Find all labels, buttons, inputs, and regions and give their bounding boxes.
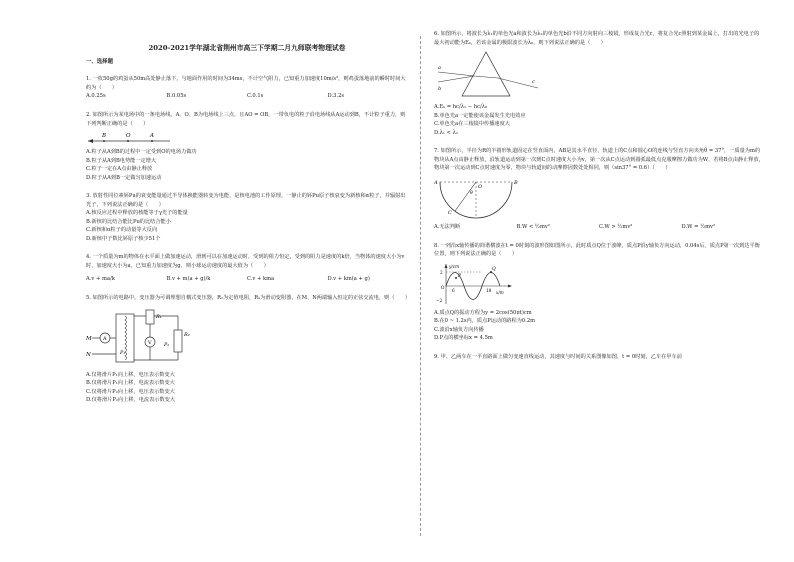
- option-a[interactable]: A.仅将滑片P₁向上移，电压表示数变大: [86, 371, 175, 378]
- column-divider: [420, 36, 421, 536]
- question-3: [86, 192, 408, 243]
- label-b: B: [102, 133, 107, 139]
- option-b[interactable]: B.0.05s: [166, 93, 187, 99]
- label-x-6: 6: [452, 287, 455, 293]
- option-d[interactable]: D.仅将滑片P₂向上移，电流表示数变大: [86, 397, 176, 403]
- option-c[interactable]: C.波沿x轴负方向传播: [434, 326, 484, 333]
- option-b[interactable]: B.新核的比结合能比Pu的比结合能小: [86, 218, 171, 225]
- label-r1: R₁: [156, 313, 162, 320]
- label-c: C: [448, 209, 452, 216]
- options-row: [434, 223, 764, 232]
- label-ammeter: A: [103, 335, 107, 342]
- wave-graph-figure: [434, 262, 514, 306]
- label-theta: θ: [470, 190, 473, 196]
- option-a[interactable]: A.无法判断: [434, 223, 461, 230]
- prism-figure: [434, 50, 544, 100]
- coil-icon: [125, 316, 127, 360]
- label-b: B: [514, 179, 518, 186]
- transformer-circuit-figure: [86, 306, 196, 368]
- question-stem: 4. 一个质量为m的物体在水平面上做加速运动，滑到可以在加速运动时，受到的阻力恒定，受到的阻力是速度的k倍，当物体的速度大小为v时，加速度大小为a，已知重力加速度为g，则小球运动速度的最大值为（ ）: [86, 254, 405, 269]
- option-b[interactable]: B.单色光a一定能使该金属发生光电效应: [434, 112, 526, 119]
- electric-field-line-figure: [86, 131, 176, 145]
- question-stem: 9. 甲、乙两车在一平直路面上做匀变速直线运动，其速度与时间的关系图像如图，t = 0时刻，乙车在甲车前: [434, 353, 682, 360]
- option-d[interactable]: D.W = ½mv²: [681, 223, 716, 230]
- question-stem: 2. 如图所示为某电场中的一条电场线，A、O、B为电场线上三点，且AO = OB，一带负电的粒子沿电场线从A运动到B，不计粒子重力，则下列判断正确的是（ ）: [86, 112, 406, 127]
- option-a[interactable]: A.粒子从A到B的过程中一定受到O的电场力做功: [86, 149, 197, 155]
- question-stem: 1. 一枚50g的鸡蛋从50m高处静止落下，与地面作用的时间为34ms，不计空气阻力，已知重力加速度10m/s²，则鸡蛋落地前的瞬时时间大约为（ ）: [86, 76, 406, 91]
- left-column: [86, 30, 411, 405]
- option-c[interactable]: C.单色光a在三棱镜中传播速度大: [434, 121, 510, 127]
- option-b[interactable]: B.v + m(a + g)/k: [166, 276, 211, 282]
- option-b[interactable]: B.W < ½mv²: [516, 223, 550, 230]
- options-row: [86, 275, 408, 284]
- question-5: [86, 294, 411, 405]
- label-a: a: [438, 65, 441, 71]
- label-n: N: [86, 351, 91, 358]
- question-stem: 6. 如图所示，将波长为λ₁的单色光a和波长为λ₂的单色光b沿不同方向射向三棱镜，形成复合光c，将复合光c照射到某金属上，打出的光电子的最大初动能为Eₖ，若该金属的极限波长为λ₀，则下列说法正确的是（ ）: [434, 31, 760, 46]
- option-c[interactable]: C.v + kma: [247, 276, 275, 282]
- y-arrow-icon: [445, 264, 448, 268]
- question-8: [434, 242, 764, 343]
- option-c[interactable]: C.粒子一定在A点由静止释放: [86, 166, 153, 172]
- rheostat-r2-icon: [174, 330, 182, 352]
- option-d[interactable]: D.P点的横坐标x = 4.5m: [434, 335, 493, 341]
- point-o: [127, 140, 129, 142]
- question-stem: 3. 放射性同位素钚Pu的衰变能量通过半导体换能器转变为电能，是核电池的工作原理。一静止的钚Pu原子核衰变为新核和α粒子，并辐射出光子，下列说法正确的是（ ）: [86, 193, 406, 208]
- option-d[interactable]: D.粒子从A到B一定做匀加速运动: [86, 174, 162, 181]
- option-c[interactable]: C.W > ½mv²: [599, 223, 633, 230]
- prism-icon: [462, 52, 510, 96]
- label-voltmeter: V: [148, 339, 152, 346]
- options-row: [86, 92, 408, 101]
- option-c[interactable]: C.仅将滑片P₂向上移，电压表示数变大: [86, 388, 175, 395]
- option-a[interactable]: A.核反应过程中释放的核能等于γ光子的能量: [86, 210, 188, 216]
- option-d[interactable]: D.λ₁ < λ₂: [434, 129, 459, 136]
- option-d[interactable]: D.3.2s: [327, 93, 345, 99]
- semicircle-track-figure: [434, 176, 524, 220]
- question-1: [86, 75, 408, 101]
- label-c: c: [532, 79, 535, 85]
- question-2: [86, 111, 408, 182]
- option-b[interactable]: B.仅将滑片P₁向上移，电流表示数变大: [86, 380, 175, 386]
- label-b: b: [438, 86, 442, 92]
- label-y-2: 2: [440, 269, 443, 275]
- resistor-r1-icon: [146, 310, 154, 324]
- option-d[interactable]: D.新核中子数比钚原子核少51个: [86, 235, 161, 242]
- option-a[interactable]: A.v + ma/k: [86, 276, 115, 282]
- ray-b: [438, 76, 474, 82]
- option-b[interactable]: B.粒子从A到B电势能一定增大: [86, 157, 157, 164]
- label-q: Q: [492, 266, 496, 272]
- label-r2: R₂: [184, 331, 190, 338]
- arrow-head-icon: [88, 139, 93, 143]
- label-origin: O: [441, 284, 445, 290]
- label-a: A: [434, 179, 438, 186]
- point-a: [151, 140, 153, 142]
- label-y-axis: y/cm: [449, 263, 460, 269]
- x-arrow-icon: [508, 284, 512, 287]
- question-stem: 5. 如图所示的电路中，变压器为可调理想自耦式变压器，R₁为定值电阻，R₂为滑动变阻器，在M、N两端输入恒定的正弦交流电，则（ ）: [86, 295, 411, 301]
- question-4: [86, 253, 408, 284]
- question-6: [434, 30, 764, 137]
- label-x-18: 18: [486, 287, 492, 293]
- option-a[interactable]: A.Eₖ = hc/λ₁ − hc/λ₀: [434, 104, 488, 110]
- question-9: [434, 353, 764, 362]
- label-y-neg2: −2: [436, 297, 443, 303]
- label-a: A: [150, 133, 154, 139]
- option-d[interactable]: D.v + km(a + g): [327, 276, 370, 282]
- option-a[interactable]: A.0.25s: [86, 93, 106, 99]
- label-p1: P₁: [120, 350, 126, 356]
- option-a[interactable]: A.质点Q的振动方程为y = 2cos(50πt)cm: [434, 309, 532, 316]
- section-heading: 一、选择题: [86, 59, 113, 65]
- option-c[interactable]: C.0.1s: [247, 93, 264, 99]
- label-p2: P₂: [164, 342, 170, 348]
- option-b[interactable]: B.在0 ~ 1.2s内，质点P运动的路程为0.2m: [434, 318, 536, 324]
- question-7: [434, 147, 764, 232]
- option-c[interactable]: C.新核和α粒子的动量等大反向: [86, 227, 158, 233]
- ray-a: [438, 72, 474, 76]
- point-b: [103, 140, 105, 142]
- question-stem: 8. 一列沿x轴传播的简谐横波在t = 0时刻的波形图如图所示，此时质点Q位于波峰，质点P沿y轴负方向运动，0.04s后，质点P第一次到达平衡位置，则下列说法正确的是（ ）: [434, 242, 760, 257]
- question-stem: 7. 如图所示，半径为R的半圆形轨道固定在竖直面内，AB是其水平直径，轨道上的C点和圆心O的连线与竖直方向夹角θ = 37°，一质量为m的物块从A点由静止释放，沿轨道运动到第一次到C点时速度大小为v，第一次从C点运动到圆弧最低点克服摩擦力做功为W，若将B点由静止释放，物块第一次运动到C点时速度为零，物块与轨道间的动摩擦因数处处相同，则（sin37° = 0.6）（ ）: [434, 148, 764, 171]
- label-m: M: [86, 335, 92, 342]
- label-p: P: [458, 273, 462, 279]
- point-p: [455, 277, 457, 279]
- label-o: O: [126, 133, 131, 139]
- exam-title: 2020-2021学年湖北省荆州市高三下学期二月九师联考物理试卷: [148, 44, 346, 52]
- right-column: [434, 30, 764, 361]
- label-x-axis: x/m: [496, 289, 504, 295]
- label-o: O: [478, 183, 483, 190]
